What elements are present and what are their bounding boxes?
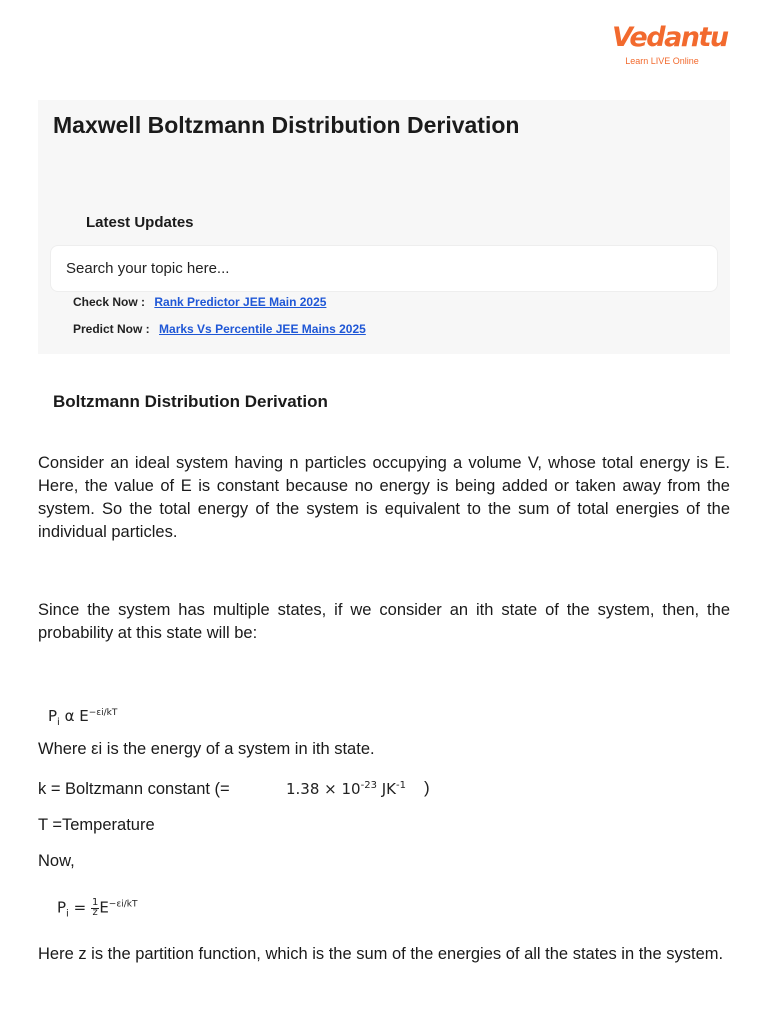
closing-parenthesis: ) <box>424 778 430 797</box>
rank-predictor-link[interactable]: Rank Predictor JEE Main 2025 <box>154 295 327 309</box>
latest-updates-heading: Latest Updates <box>86 214 194 231</box>
probability-formula-image: $P_i$ α $E^{-\varepsilon i/kT}$ <box>48 707 118 728</box>
paragraph-ideal-system: Consider an ideal system having n particles occupying a volume V, whose total energy is E. Here, the value of E is constant because no energy is being added or taken away from the system. So the total energy of the system is equivalent to the sum of total energies of the individual particles. <box>38 454 730 541</box>
search-input[interactable] <box>50 245 718 292</box>
check-now-label: Check Now : <box>73 295 146 309</box>
marks-vs-percentile-link[interactable]: Marks Vs Percentile JEE Mains 2025 <box>159 322 366 336</box>
search-placeholder: Search your topic here... <box>66 260 230 277</box>
logo-tagline: Learn LIVE Online <box>625 56 699 66</box>
page-title: Maxwell Boltzmann Distribution Derivation <box>53 112 520 138</box>
boltzmann-constant-label: k = Boltzmann constant (= <box>38 780 230 798</box>
predict-now-row <box>73 322 366 336</box>
where-epsilon-text: Where εi is the energy of a system in ith state. <box>38 740 375 758</box>
check-now-row <box>73 295 326 309</box>
partition-formula-image: $P_i = 1$ z $E^{-\varepsilon i/kT}$ <box>57 897 138 920</box>
paragraph-multiple-states: Since the system has multiple states, if we consider an ith state of the system, then, the probability at this state will be: <box>38 601 730 642</box>
section-heading: Boltzmann Distribution Derivation <box>53 392 328 411</box>
predict-now-label: Predict Now : <box>73 322 150 336</box>
paragraph-partition-function: Here z is the partition function, which is the sum of the energies of all the states in the system. <box>38 945 724 963</box>
temperature-label: T =Temperature <box>38 816 155 834</box>
boltzmann-constant-value: $1.38 \times 10^{-23}$ $JK^{-1}$ <box>286 780 406 798</box>
logo-wordmark: Vedantu <box>612 22 728 53</box>
now-label: Now, <box>38 852 75 870</box>
vedantu-logo[interactable] <box>612 22 728 66</box>
